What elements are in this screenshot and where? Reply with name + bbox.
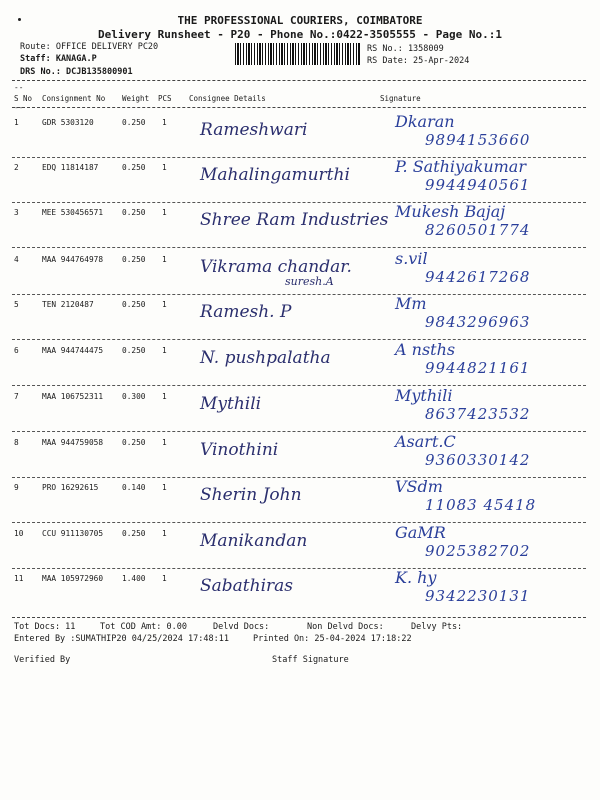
drs-label: DRS No.: DCJB135800901 [20,67,133,77]
row-signature: Asart.C [395,432,456,451]
row-phone: 11083 45418 [425,496,537,514]
row-weight: 1.400 [122,574,146,583]
row-consignment-no: MAA 105972960 [42,574,104,583]
row-pcs: 1 [162,208,167,217]
row-signature: GaMR [395,523,446,542]
row-weight: 0.250 [122,255,146,264]
row-phone: 9944940561 [425,176,531,194]
row-consignee-name: Ramesh. P [200,302,292,322]
row-signature: P. Sathiyakumar [395,157,526,176]
staff-label: Staff: KANAGA.P [20,54,97,64]
staff-signature: Staff Signature [272,655,349,665]
row-sno: 7 [14,392,19,401]
row-signature: Mythili [395,386,453,405]
row-pcs: 1 [162,346,167,355]
row-consignment-no: EDQ 11814187 [42,163,99,172]
row-sno: 5 [14,300,19,309]
row-consignment-no: MAA 944764978 [42,255,104,264]
divider [12,80,586,81]
divider [12,107,586,108]
page-subtitle: Delivery Runsheet - P20 - Phone No.:0422-3505555 - Page No.:1 [98,28,502,41]
row-consignment-no: MAA 106752311 [42,392,104,401]
row-consignee-name-extra: suresh.A [285,275,334,288]
row-phone: 9894153660 [425,131,531,149]
row-sno: 6 [14,346,19,355]
row-weight: 0.250 [122,529,146,538]
row-consignee-name: Sabathiras [200,576,294,596]
row-divider [12,294,586,295]
row-phone: 9442617268 [425,268,531,286]
row-divider [12,339,586,340]
row-divider [12,385,586,386]
row-sno: 10 [14,529,24,538]
row-divider [12,522,586,523]
row-signature: s.vil [395,249,428,268]
row-pcs: 1 [162,163,167,172]
row-consignee-name: Shree Ram Industries [200,210,389,230]
row-consignment-no: CCU 911130705 [42,529,104,538]
row-sno: 3 [14,208,19,217]
row-consignment-no: MEE 530456571 [42,208,104,217]
row-signature: VSdm [395,477,443,496]
row-phone: 8260501774 [425,221,531,239]
barcode [235,43,360,65]
row-sno: 9 [14,483,19,492]
row-sno: 11 [14,574,24,583]
row-pcs: 1 [162,118,167,127]
divider [12,617,586,618]
row-phone: 9944821161 [425,359,531,377]
row-sno: 2 [14,163,19,172]
verified-by: Verified By [14,655,71,665]
non-delivered-docs: Non Delvd Docs: [307,622,384,632]
row-consignment-no: GDR 5303120 [42,118,94,127]
row-consignee-name: Vinothini [200,440,279,460]
row-phone: 9843296963 [425,313,531,331]
page-title: THE PROFESSIONAL COURIERS, COIMBATORE [177,14,423,27]
row-signature: A nsths [395,340,456,359]
col-weight: Weight [122,94,150,103]
row-divider [12,247,586,248]
row-weight: 0.250 [122,300,146,309]
row-weight: 0.250 [122,163,146,172]
row-consignee-name: Rameshwari [200,120,308,140]
printed-on: Printed On: 25-04-2024 17:18:22 [253,634,412,644]
row-consignment-no: PRO 16292615 [42,483,99,492]
row-weight: 0.300 [122,392,146,401]
row-consignee-name: Mahalingamurthi [200,165,350,185]
row-divider [12,431,586,432]
row-phone: 9360330142 [425,451,531,469]
row-weight: 0.250 [122,118,146,127]
col-pcs: PCS [158,94,172,103]
row-consignee-name: Sherin John [200,485,302,505]
route-label: Route: OFFICE DELIVERY PC20 [20,42,159,52]
row-signature: Mukesh Bajaj [395,202,506,221]
row-consignee-name: N. pushpalatha [200,348,331,368]
row-pcs: 1 [162,574,167,583]
row-consignee-name: Mythili [200,394,262,414]
row-signature: K. hy [395,568,437,587]
row-consignment-no: MAA 944744475 [42,346,104,355]
rs-number: RS No.: 1358009 [367,44,444,54]
col-consignment: Consignment No [42,94,106,103]
col-signature: Signature [380,94,421,103]
entered-by: Entered By :SUMATHIP20 04/25/2024 17:48:11 [14,634,229,644]
row-sno: 8 [14,438,19,447]
row-weight: 0.250 [122,208,146,217]
row-pcs: 1 [162,438,167,447]
row-divider [12,568,586,569]
row-phone: 9025382702 [425,542,531,560]
delivery-points: Delvy Pts: [411,622,463,632]
total-docs: Tot Docs: 11 [14,622,76,632]
row-weight: 0.140 [122,483,146,492]
row-pcs: 1 [162,255,167,264]
row-phone: 8637423532 [425,405,531,423]
row-consignee-name: Manikandan [200,531,308,551]
row-pcs: 1 [162,392,167,401]
delivered-docs: Delvd Docs: [213,622,270,632]
row-pcs: 1 [162,483,167,492]
row-consignment-no: TEN 2120487 [42,300,94,309]
rs-date: RS Date: 25-Apr-2024 [367,56,470,66]
col-consignee: Consignee Details [189,94,266,103]
row-weight: 0.250 [122,438,146,447]
row-sno: 1 [14,118,19,127]
total-cod: Tot COD Amt: 0.00 [100,622,187,632]
row-signature: Mm [395,294,427,313]
row-phone: 9342230131 [425,587,531,605]
row-weight: 0.250 [122,346,146,355]
row-divider [12,477,586,478]
row-sno: 4 [14,255,19,264]
row-signature: Dkaran [395,112,455,131]
col-sno: S No [14,94,33,103]
row-pcs: 1 [162,529,167,538]
row-consignment-no: MAA 944759058 [42,438,104,447]
row-pcs: 1 [162,300,167,309]
row-consignee-name: Vikrama chandar. [200,257,352,277]
